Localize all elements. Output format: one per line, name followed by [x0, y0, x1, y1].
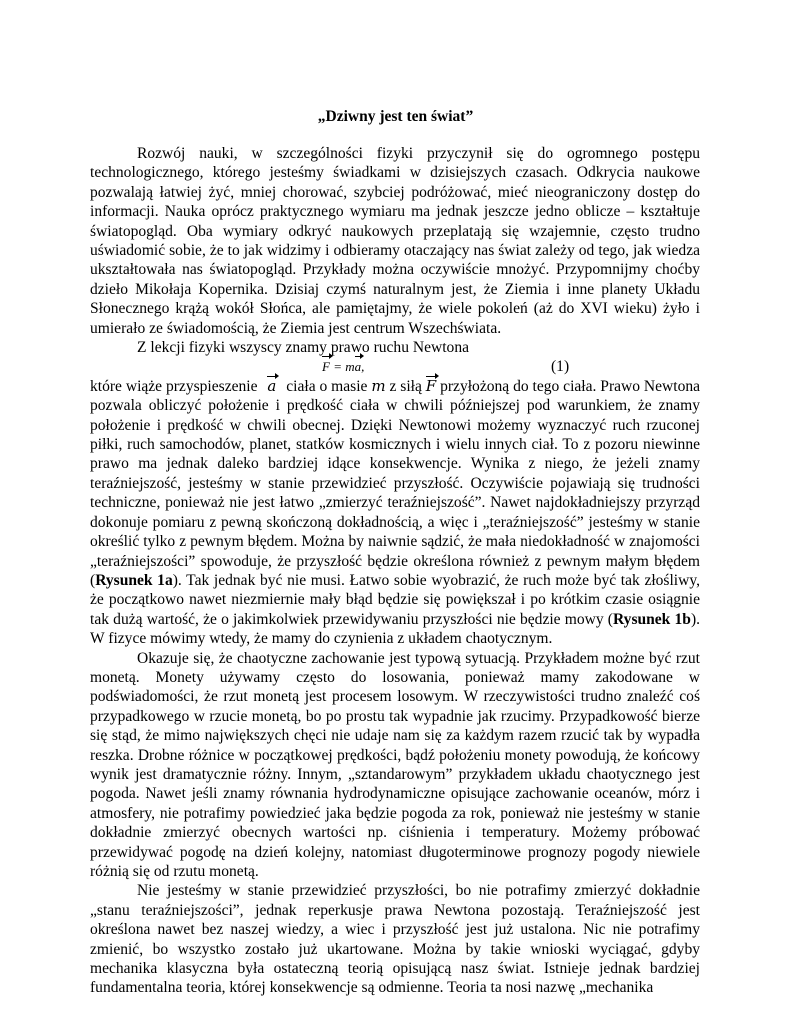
paragraph-intro: Rozwój nauki, w szczególności fizyki przyczynił się do ogromnego postępu technologicznego, którego jesteśmy świadkami w dzisiejszych czasach. Odkrycia naukowe pozwalają łatwiej żyć, mniej chorować, szybciej podróżować, mieć nieograniczony dostęp do informacji. Nauka oprócz praktycznego wymiaru ma jednak jeszcze jedno oblicze – kształtuje światopogląd. Oba wymiary odkryć naukowych przeplatają się wzajemnie, często trudno uświadomić sobie, że to jak widzimy i odbieramy otaczający nas świat zależy od tego, jak wiedza ukształtowała nas światopogląd. Przykłady można oczywiście mnożyć. Przypomnijmy choćby dzieło Mikołaja Kopernika. Dzisiaj czymś naturalnym jest, że Ziemia i inne planety Układu Słonecznego krążą wokół Słońca, ale pamiętajmy, że wiele pokoleń (aż do XVI wieku) żyło i umierało ze świadomością, że Ziemia jest centrum Wszechświata.	[90, 145, 700, 337]
symbol-acceleration: a	[267, 376, 277, 395]
text-segment: ). W fizyce mówimy wtedy, że mamy do czynienia z układem chaotycznym.	[90, 610, 701, 648]
document-body	[90, 144, 700, 998]
document-title: „Dziwny jest ten świat”	[317, 108, 474, 125]
symbol-mass: m	[371, 376, 386, 395]
text-segment: przyłożoną do tego ciała. Prawo Newtona pozwala obliczyć położenie i prędkość ciała w chwili późniejszej pod warunkiem, że znamy położenie i prędkość w chwili obecnej. Dzięki Newtonowi możemy wyznaczyć ruch rzuconej piłki, ruch samochodów, planet, statków kosmicznych i wielu innych ciał. To z pozoru niewinne prawo ma jednak daleko bardziej idące konsekwencje. Wynika z niego, że jeżeli znamy teraźniejszość, jesteśmy w stanie przewidzieć przyszłość. Oczywiście pojawiają się trudności techniczne, ponieważ nie jest łatwo „zmierzyć teraźniejszość”. Nawet najdokładniejszy przyrząd dokonuje pomiaru z pewną skończoną dokładnością, a więc i „teraźniejszość” jesteśmy w stanie określić tylko z pewnym błędem. Można by naiwnie sądzić, że mała niedokładność w znajomości „teraźniejszości” spowoduje, że przyszłość będzie określona również z pewnym małym błędem (	[90, 377, 701, 589]
text-segment: które wiąże przyspieszenie	[90, 377, 258, 395]
mass-symbol: m	[345, 359, 355, 375]
equation-number: (1)	[551, 358, 570, 376]
text-segment: ciała o masie	[286, 377, 368, 395]
figure-ref-1b: Rysunek 1b	[612, 610, 691, 628]
paragraph-prediction	[90, 377, 700, 649]
paragraph-newton-law: Z lekcji fizyki wszyscy znamy prawo ruchu Newtona	[137, 339, 469, 357]
equals-sign: =	[333, 359, 342, 375]
paragraph-chaos: Okazuje się, że chaotyczne zachowanie jest typową sytuacją. Przykładem możne być rzut monetą. Monety używamy często do losowania, ponieważ mamy zakodowane w podświadomości, że rzut monetą jest procesem losowym. W rzeczywistości trudno znaleźć coś przypadkowego w rzucie monetą, bo po prostu tak wypadnie jak rzucimy. Przypadkowość bierze się stąd, że mimo największych chęci nie udaje nam się za każdym razem rzucić tak by wypadła reszka. Drobne różnice w początkowej prędkości, bądź położeniu monety powodują, że końcowy wynik jest dramatycznie różny. Innym, „sztandarowym” przykładem układu chaotycznego jest pogoda. Nawet jeśli znamy równania hydrodynamiczne opisujące zachowanie oceanów, mórz i atmosfery, nie potrafimy powiedzieć jaka będzie pogoda za rok, ponieważ nie jesteśmy w stanie dokładnie zmierzyć obecnych wartości np. ciśnienia i temperatury. Możemy próbować przewidywać pogodę na dzień kolejny, natomiast długoterminowe prognozy pogody niewiele różnią się od rzutu monetą.	[90, 649, 700, 881]
symbol-force: F	[425, 376, 437, 395]
figure-ref-1a: Rysunek 1a	[95, 571, 173, 589]
vector-a: a	[355, 357, 362, 376]
text-segment: ). Tak jednak być nie musi. Łatwo sobie wyobrazić, że ruch może być tak złośliwy, że początkowo nawet niezmiernie mały błąd będzie się powiększał i po krótkim czasie osiągnie tak dużą wartość, że o jakimkolwiek przewidywaniu przyszłości nie będzie mowy (	[90, 571, 700, 628]
vector-F: F	[322, 357, 330, 376]
equation-newton	[322, 357, 364, 376]
equation-line	[90, 357, 700, 376]
equation-comma: ,	[361, 359, 365, 375]
paragraph-quantum-intro: Nie jesteśmy w stanie przewidzieć przyszłości, bo nie potrafimy zmierzyć dokładnie „stanu teraźniejszości”, jednak reperkusje prawa Newtona pozostają. Teraźniejszość jest określona nawet bez naszej wiedzy, a wiec i przyszłość jest już ustalona. Nic nie potrafimy zmienić, bo wszystko zostało już ukartowane. Można by takie wnioski wyciągać, gdyby mechanika klasyczna była ostateczną teorią opisującą nasz świat. Istnieje jednak bardziej fundamentalna teoria, której konsekwencje są odmienne. Teoria ta nosi nazwę „mechanika	[90, 882, 700, 997]
text-segment: z siłą	[389, 377, 422, 395]
